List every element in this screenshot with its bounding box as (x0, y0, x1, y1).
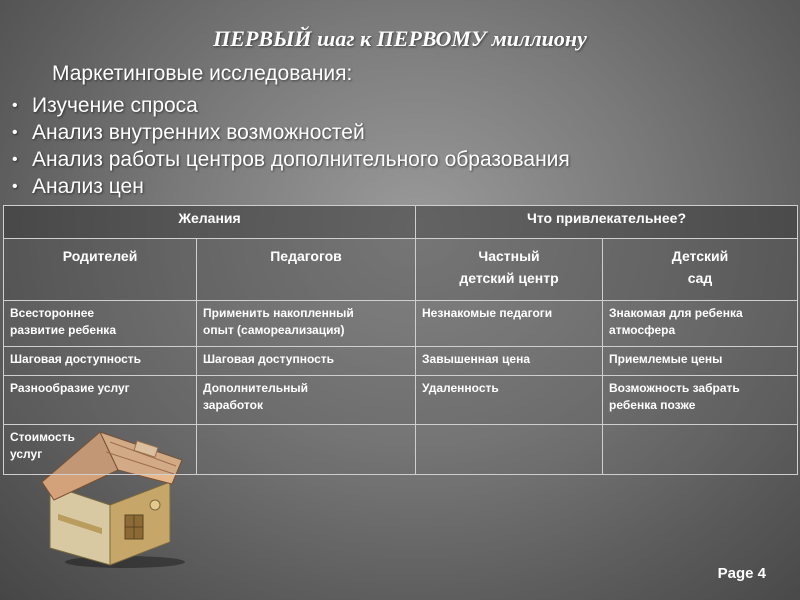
column-header-parents: Родителей (4, 239, 197, 301)
bullet-dot-icon: • (12, 178, 18, 195)
table-row (4, 376, 798, 425)
group-header-attractive: Что привлекательнее? (416, 206, 798, 239)
table-cell (603, 425, 798, 475)
bullet-dot-icon: • (12, 97, 18, 114)
table-row (4, 425, 798, 475)
table-cell (416, 425, 603, 475)
table-cell: Шаговая доступность (4, 347, 197, 376)
table-cell: Разнообразие услуг (4, 376, 197, 425)
table-column-header-row (4, 239, 798, 301)
table-cell: Незнакомые педагоги (416, 301, 603, 347)
bullet-item: • Изучение спроса (12, 94, 198, 117)
slide-title: ПЕРВЫЙ шаг к ПЕРВОМУ миллиону (213, 26, 587, 51)
table-cell: Завышенная цена (416, 347, 603, 376)
table-cell: Стоимость услуг (4, 425, 197, 475)
page-number: Page 4 (717, 565, 766, 582)
bullet-item: • Анализ работы центров дополнительного образования (12, 148, 570, 171)
table-row (4, 301, 798, 347)
bullet-dot-icon: • (12, 124, 18, 141)
table-cell: Удаленность (416, 376, 603, 425)
bullet-dot-icon: • (12, 151, 18, 168)
table-group-header-row (4, 206, 798, 239)
table-cell (197, 425, 416, 475)
table-cell: Возможность забрать ребенка позже (603, 376, 798, 425)
group-header-desires: Желания (4, 206, 416, 239)
table-row (4, 347, 798, 376)
column-header-private-center: Частный детский центр (416, 239, 603, 301)
table-cell: Шаговая доступность (197, 347, 416, 376)
table-cell: Применить накопленный опыт (самореализация) (197, 301, 416, 347)
bullet-item: • Анализ цен (12, 175, 144, 198)
slide-subtitle: Маркетинговые исследования: (52, 62, 353, 85)
table-cell: Приемлемые цены (603, 347, 798, 376)
table-cell: Знакомая для ребенка атмосфера (603, 301, 798, 347)
table-cell: Всестороннее развитие ребенка (4, 301, 197, 347)
column-header-teachers: Педагогов (197, 239, 416, 301)
table-cell: Дополнительный заработок (197, 376, 416, 425)
bullet-list (12, 92, 570, 200)
bullet-item: • Анализ внутренних возможностей (12, 121, 365, 144)
comparison-table (3, 205, 798, 475)
column-header-kindergarten: Детский сад (603, 239, 798, 301)
